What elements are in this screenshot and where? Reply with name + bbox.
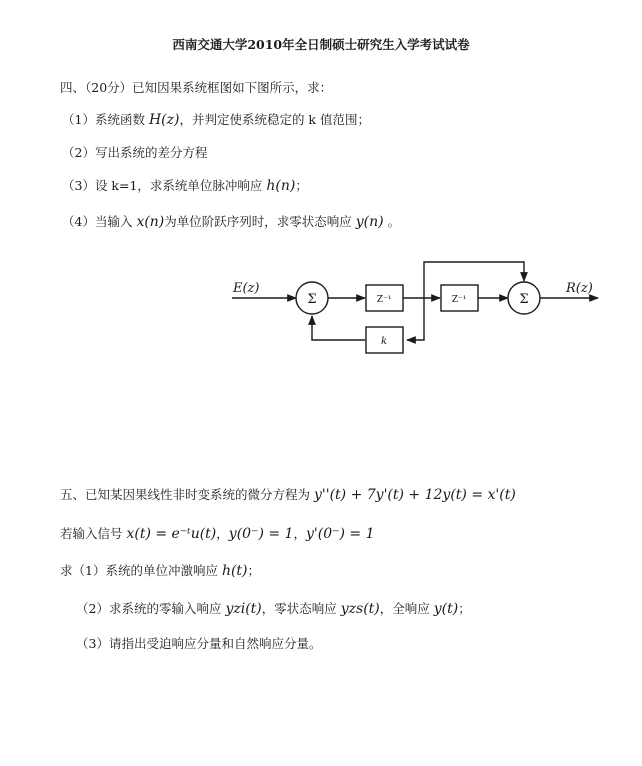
q4-item-4-suffix: 为单位阶跃序列时，求零状态响应 <box>164 214 356 229</box>
q5-item-2-mid2: ，全响应 <box>379 601 434 616</box>
q5-input-signal: x(t) = e⁻ᵗu(t) <box>126 526 217 542</box>
q4-header: 四、（20分）已知因果系统框图如下图所示，求： <box>60 80 333 95</box>
delay-label-1: Z⁻¹ <box>376 295 392 305</box>
output-label: R(z) <box>566 281 593 296</box>
q4-item-4-math2: y(n) <box>355 214 384 230</box>
q5-item-2-math3: y(t) <box>433 601 459 617</box>
q4-item-4-prefix: （4）当输入 <box>62 214 137 229</box>
q5-item-2-math2: yzs(t) <box>340 601 380 617</box>
gain-to-sum1 <box>312 316 365 340</box>
q4-item-2-prefix: （2）写出系统的差分方程 <box>62 145 208 160</box>
q5-sep-2: ， <box>293 526 306 541</box>
q4-item-1-prefix: （1）系统函数 <box>62 112 149 127</box>
q5-equation: y''(t) + 7y'(t) + 12y(t) = x'(t) <box>313 487 516 503</box>
q4-item-1-math: H(z) <box>148 112 180 128</box>
sum-symbol-1: Σ <box>307 292 317 307</box>
q5-item-3 <box>76 635 321 653</box>
q5-input-prefix: 若输入信号 <box>60 526 127 541</box>
q5-item-1-prefix: 求（1）系统的单位冲激响应 <box>60 563 222 578</box>
q5-item-2 <box>76 600 471 618</box>
q4-item-1-suffix: ，并判定使系统稳定的 k 值范围； <box>179 112 370 127</box>
q5-item-2-math: yzi(t) <box>225 601 262 617</box>
gain-label: k <box>380 336 388 347</box>
q4-item-4-math: x(n) <box>136 214 165 230</box>
sum-symbol-2: Σ <box>519 292 529 307</box>
q4-item-4-suffix2: 。 <box>383 214 401 229</box>
q5-item-2-suffix: ； <box>458 601 471 616</box>
delay-label-2: Z⁻¹ <box>451 295 467 305</box>
q5-item-2-mid: ，零状态响应 <box>261 601 341 616</box>
q5-input-line <box>60 525 375 543</box>
q4-item-3-prefix: （3）设 k=1，求系统单位脉冲响应 <box>62 178 267 193</box>
q5-sep-1: ， <box>216 526 229 541</box>
page-title: 西南交通大学2010年全日制硕士研究生入学考试试卷 <box>172 37 470 52</box>
q5-ic2: y'(0⁻) = 1 <box>305 526 375 542</box>
q5-item-1-math: h(t) <box>221 563 248 579</box>
q5-item-1 <box>60 562 260 580</box>
q5-item-2-prefix: （2）求系统的零输入响应 <box>76 601 226 616</box>
input-label: E(z) <box>233 281 260 296</box>
q5-ic1: y(0⁻) = 1 <box>228 526 294 542</box>
q4-item-3-suffix: ； <box>295 178 308 193</box>
q5-item-3-prefix: （3）请指出受迫响应分量和自然响应分量。 <box>76 636 322 651</box>
q5-header-prefix: 五、已知某因果线性非时变系统的微分方程为 <box>60 487 314 502</box>
feedback-to-gain <box>407 298 424 340</box>
q5-item-1-suffix: ； <box>247 563 261 578</box>
q4-item-3-math: h(n) <box>266 178 296 194</box>
q5-header <box>60 486 516 504</box>
